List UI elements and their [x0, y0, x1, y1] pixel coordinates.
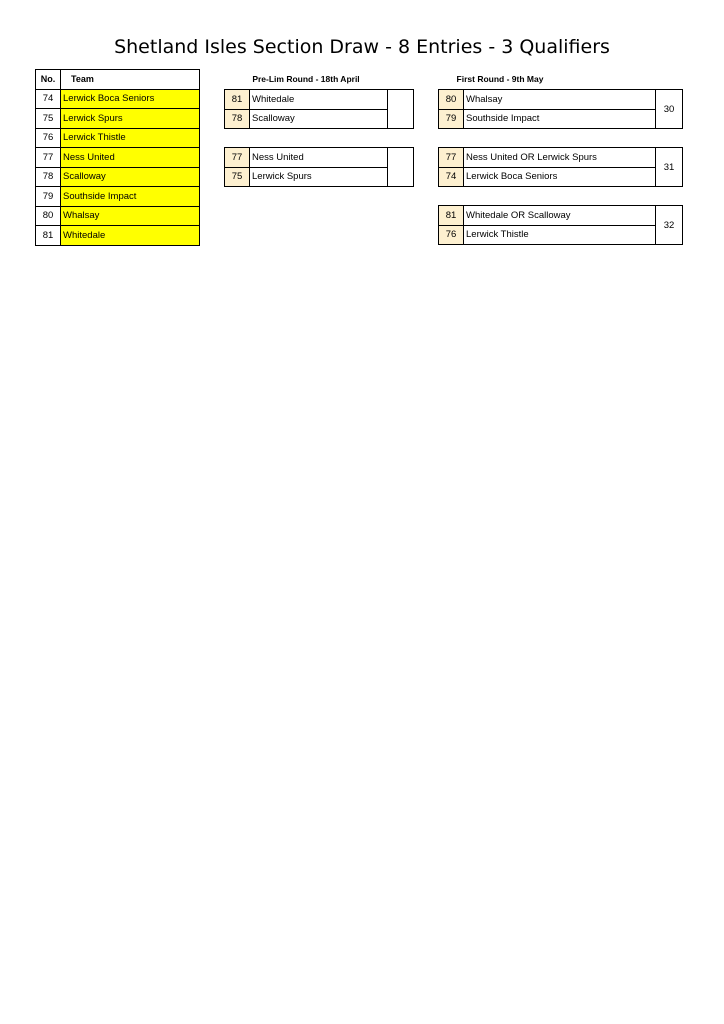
header-no: No. [36, 70, 61, 90]
page-title: Shetland Isles Section Draw - 8 Entries - 3 Qualifiers [114, 36, 610, 58]
entry-team: Southside Impact [61, 187, 200, 207]
entries-table [35, 69, 200, 246]
away-number: 79 [439, 109, 464, 129]
entry-number: 76 [36, 128, 61, 148]
entry-team: Lerwick Spurs [61, 109, 200, 129]
entry-number: 81 [36, 226, 61, 246]
entry-team: Whalsay [61, 206, 200, 226]
entry-number: 75 [36, 109, 61, 129]
entry-number: 78 [36, 167, 61, 187]
away-team: Scalloway [250, 109, 388, 129]
first-match-2 [438, 147, 683, 187]
table-row [36, 128, 200, 148]
table-row [36, 187, 200, 207]
match-row-away [225, 109, 414, 129]
entry-number: 77 [36, 148, 61, 168]
match-row-away [439, 225, 683, 245]
away-number: 75 [225, 167, 250, 187]
away-team: Southside Impact [464, 109, 656, 129]
match-row-home [439, 90, 683, 110]
tie-number [388, 90, 414, 129]
table-row [36, 148, 200, 168]
table-row [36, 206, 200, 226]
entries-header-row [36, 70, 200, 90]
entry-team: Scalloway [61, 167, 200, 187]
tie-number: 30 [656, 90, 683, 129]
away-number: 74 [439, 167, 464, 187]
prelim-match-1 [224, 89, 414, 129]
table-row [36, 226, 200, 246]
home-team: Ness United OR Lerwick Spurs [464, 148, 656, 168]
entry-number: 74 [36, 89, 61, 109]
home-number: 77 [225, 148, 250, 168]
home-number: 81 [225, 90, 250, 110]
match-row-home [225, 148, 414, 168]
first-match-1 [438, 89, 683, 129]
tie-number: 31 [656, 148, 683, 187]
table-row [36, 89, 200, 109]
match-row-away [439, 109, 683, 129]
entry-team: Lerwick Boca Seniors [61, 89, 200, 109]
home-number: 77 [439, 148, 464, 168]
entry-number: 79 [36, 187, 61, 207]
tie-number [388, 148, 414, 187]
entry-number: 80 [36, 206, 61, 226]
away-team: Lerwick Thistle [464, 225, 656, 245]
entry-team: Ness United [61, 148, 200, 168]
table-row [36, 109, 200, 129]
entry-team: Lerwick Thistle [61, 128, 200, 148]
prelim-match-2 [224, 147, 414, 187]
away-team: Lerwick Spurs [250, 167, 388, 187]
home-team: Whitedale [250, 90, 388, 110]
first-round-heading: First Round - 9th May [456, 74, 544, 84]
entry-team: Whitedale [61, 226, 200, 246]
home-number: 81 [439, 206, 464, 226]
table-row [36, 167, 200, 187]
match-row-home [225, 90, 414, 110]
away-number: 78 [225, 109, 250, 129]
match-row-home [439, 148, 683, 168]
home-team: Ness United [250, 148, 388, 168]
home-team: Whalsay [464, 90, 656, 110]
home-number: 80 [439, 90, 464, 110]
home-team: Whitedale OR Scalloway [464, 206, 656, 226]
away-number: 76 [439, 225, 464, 245]
match-row-away [439, 167, 683, 187]
tie-number: 32 [656, 206, 683, 245]
match-row-away [225, 167, 414, 187]
first-match-3 [438, 205, 683, 245]
header-team: Team [61, 70, 200, 90]
match-row-home [439, 206, 683, 226]
away-team: Lerwick Boca Seniors [464, 167, 656, 187]
prelim-heading: Pre-Lim Round - 18th April [252, 74, 360, 84]
